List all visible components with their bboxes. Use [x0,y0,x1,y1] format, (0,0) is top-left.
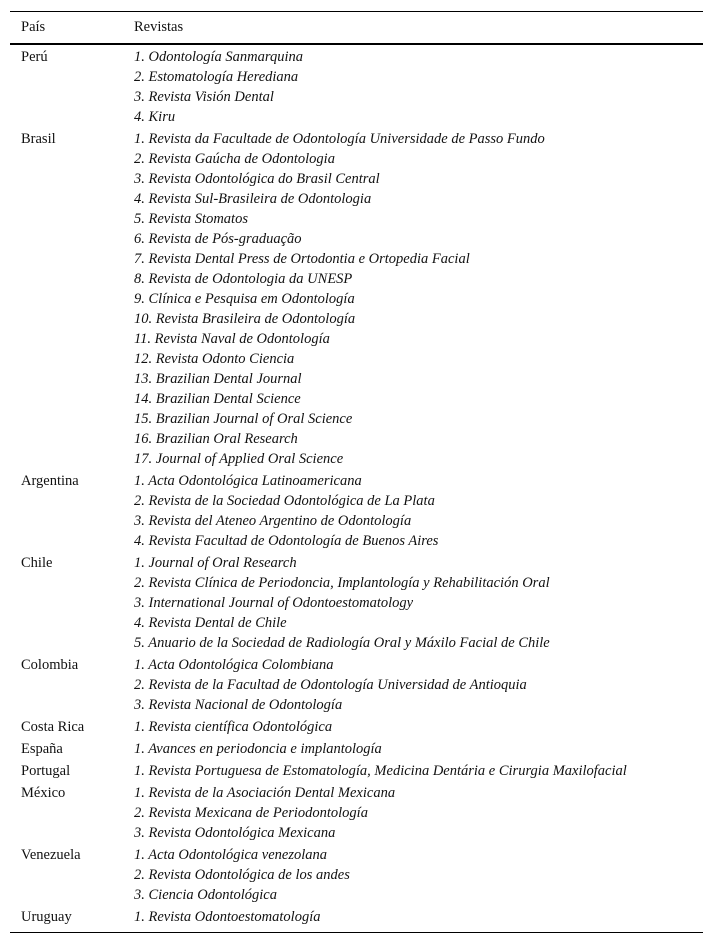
journals-cell [134,655,703,715]
table-row [10,845,703,905]
journal-item: 14. Brazilian Dental Science [134,391,301,407]
journal-item: 12. Revista Odonto Ciencia [134,351,295,367]
journals-cell [134,553,703,653]
journal-item: 4. Kiru [134,109,176,125]
journal-item: 1. Acta Odontológica Colombiana [134,657,334,673]
table-row [10,717,703,737]
header-country: País [21,19,46,35]
journal-item: 2. Estomatología Herediana [134,69,299,85]
journals-cell [134,907,703,927]
country-cell: Argentina [21,473,79,489]
journal-item: 2. Revista Odontológica de los andes [134,867,350,883]
country-cell: Portugal [21,763,71,779]
table-row [10,553,703,653]
table-row [10,907,703,927]
header-journals: Revistas [134,19,184,35]
journal-item: 3. Revista Nacional de Odontología [134,697,343,713]
journals-table [10,11,703,933]
table-row [10,783,703,843]
journals-cell [134,471,703,551]
journal-item: 1. Revista Portuguesa de Estomatología, Medicina Dentária e Cirurgia Maxilofacial [134,763,627,779]
journal-item: 4. Revista Facultad de Odontología de Buenos Aires [134,533,439,549]
journal-item: 2. Revista de la Sociedad Odontológica de La Plata [134,493,435,509]
journal-item: 4. Revista Sul-Brasileira de Odontologia [134,191,372,207]
journals-cell [134,761,703,781]
journal-item: 3. Revista del Ateneo Argentino de Odontología [134,513,412,529]
journal-item: 3. Revista Odontológica Mexicana [134,825,336,841]
table-header [10,12,703,43]
journals-cell [134,783,703,843]
journal-item: 1. Journal of Oral Research [134,555,297,571]
journal-item: 1. Avances en periodoncia e implantología [134,741,382,757]
journal-item: 17. Journal of Applied Oral Science [134,451,344,467]
journal-item: 1. Revista de la Asociación Dental Mexicana [134,785,396,801]
table-row [10,47,703,127]
journals-cell [134,845,703,905]
journals-cell [134,47,703,127]
table-body [10,45,703,932]
journal-item: 1. Odontología Sanmarquina [134,49,304,65]
journal-item: 2. Revista Clínica de Periodoncia, Implantología y Rehabilitación Oral [134,575,550,591]
table-row [10,471,703,551]
country-cell: España [21,741,63,757]
journal-item: 16. Brazilian Oral Research [134,431,298,447]
journal-item: 4. Revista Dental de Chile [134,615,287,631]
journal-item: 2. Revista Gaúcha de Odontologia [134,151,335,167]
table-bottom-rule [10,932,703,933]
journal-item: 1. Acta Odontológica venezolana [134,847,328,863]
journals-cell [134,717,703,737]
country-cell: Brasil [21,131,56,147]
country-cell: Chile [21,555,53,571]
table-row [10,761,703,781]
journal-item: 1. Revista Odontoestomatología [134,909,321,925]
journal-item: 1. Revista da Facultade de Odontología Universidade de Passo Fundo [134,131,545,147]
journal-item: 3. Ciencia Odontológica [134,887,277,903]
journal-item: 7. Revista Dental Press de Ortodontia e Ortopedia Facial [134,251,470,267]
journals-cell [134,129,703,469]
journal-item: 11. Revista Naval de Odontología [134,331,330,347]
journal-item: 2. Revista Mexicana de Periodontología [134,805,368,821]
country-cell: Costa Rica [21,719,85,735]
journal-item: 9. Clínica e Pesquisa em Odontología [134,291,355,307]
country-cell: Colombia [21,657,79,673]
table-row [10,655,703,715]
country-cell: Perú [21,49,48,65]
journal-item: 5. Anuario de la Sociedad de Radiología Oral y Máxilo Facial de Chile [134,635,550,651]
journal-item: 3. Revista Odontológica do Brasil Central [134,171,380,187]
journal-item: 1. Revista científica Odontológica [134,719,333,735]
journal-item: 13. Brazilian Dental Journal [134,371,302,387]
journal-item: 8. Revista de Odontologia da UNESP [134,271,353,287]
journal-item: 2. Revista de la Facultad de Odontología Universidad de Antioquia [134,677,527,693]
journal-item: 3. Revista Visión Dental [134,89,274,105]
journal-item: 10. Revista Brasileira de Odontología [134,311,356,327]
journal-item: 6. Revista de Pós-graduação [134,231,302,247]
table-row [10,129,703,469]
journals-cell [134,739,703,759]
journal-item: 1. Acta Odontológica Latinoamericana [134,473,362,489]
journal-item: 15. Brazilian Journal of Oral Science [134,411,353,427]
country-cell: México [21,785,66,801]
country-cell: Uruguay [21,909,72,925]
country-cell: Venezuela [21,847,81,863]
table-row [10,739,703,759]
journal-item: 3. International Journal of Odontoestomatology [134,595,414,611]
journal-item: 5. Revista Stomatos [134,211,248,227]
